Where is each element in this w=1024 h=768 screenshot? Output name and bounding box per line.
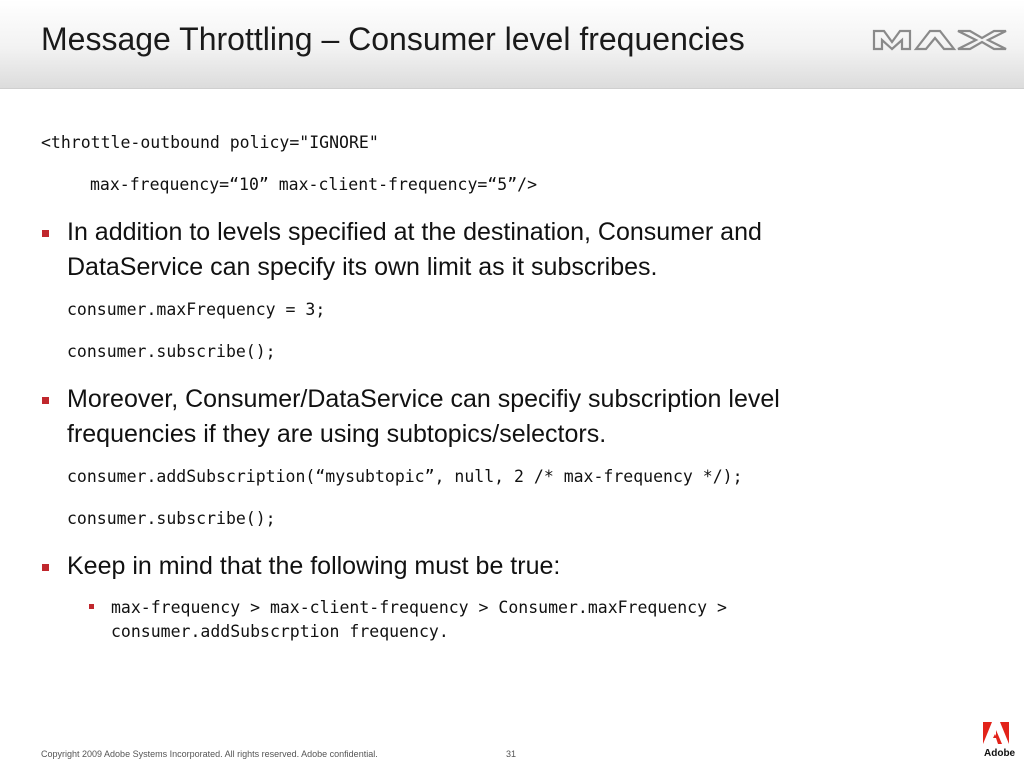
bullet-text-line: Moreover, Consumer/DataService can specifiy subscription level [67,385,780,413]
bullet-text-line: DataService can specify its own limit as it subscribes. [67,253,658,281]
max-logo-icon [872,29,1008,51]
bullet-marker [42,564,49,571]
bullet-text [67,215,762,285]
slide-header [0,0,1024,89]
adobe-wordmark: Adobe [984,748,1016,759]
slide-title: Message Throttling – Consumer level frequencies [41,21,745,57]
sub-bullet-marker [89,604,94,609]
sub-bullet-line: max-frequency > max-client-frequency > Consumer.maxFrequency > [111,598,727,617]
code-line-throttle-outbound: <throttle-outbound policy="IGNORE" [41,133,379,152]
code-line: consumer.subscribe(); [67,509,276,528]
code-line-max-frequency: max-frequency=“10” max-client-frequency=“5”/> [90,175,538,194]
bullet-text [67,382,780,452]
bullet-marker [42,230,49,237]
footer-copyright: Copyright 2009 Adobe Systems Incorporated. All rights reserved. Adobe confidential. [41,749,378,759]
bullet-text [67,549,560,584]
code-line: consumer.addSubscription(“mysubtopic”, null, 2 /* max-frequency */); [67,467,743,486]
code-line: consumer.maxFrequency = 3; [67,300,326,319]
bullet-marker [42,397,49,404]
bullet-text-line: Keep in mind that the following must be true: [67,552,561,580]
sub-bullet-line: consumer.addSubscrption frequency. [111,622,449,641]
code-line: consumer.subscribe(); [67,342,276,361]
bullet-text-line: In addition to levels specified at the destination, Consumer and [67,218,762,246]
bullet-text-line: frequencies if they are using subtopics/selectors. [67,420,607,448]
page-number: 31 [506,749,517,759]
